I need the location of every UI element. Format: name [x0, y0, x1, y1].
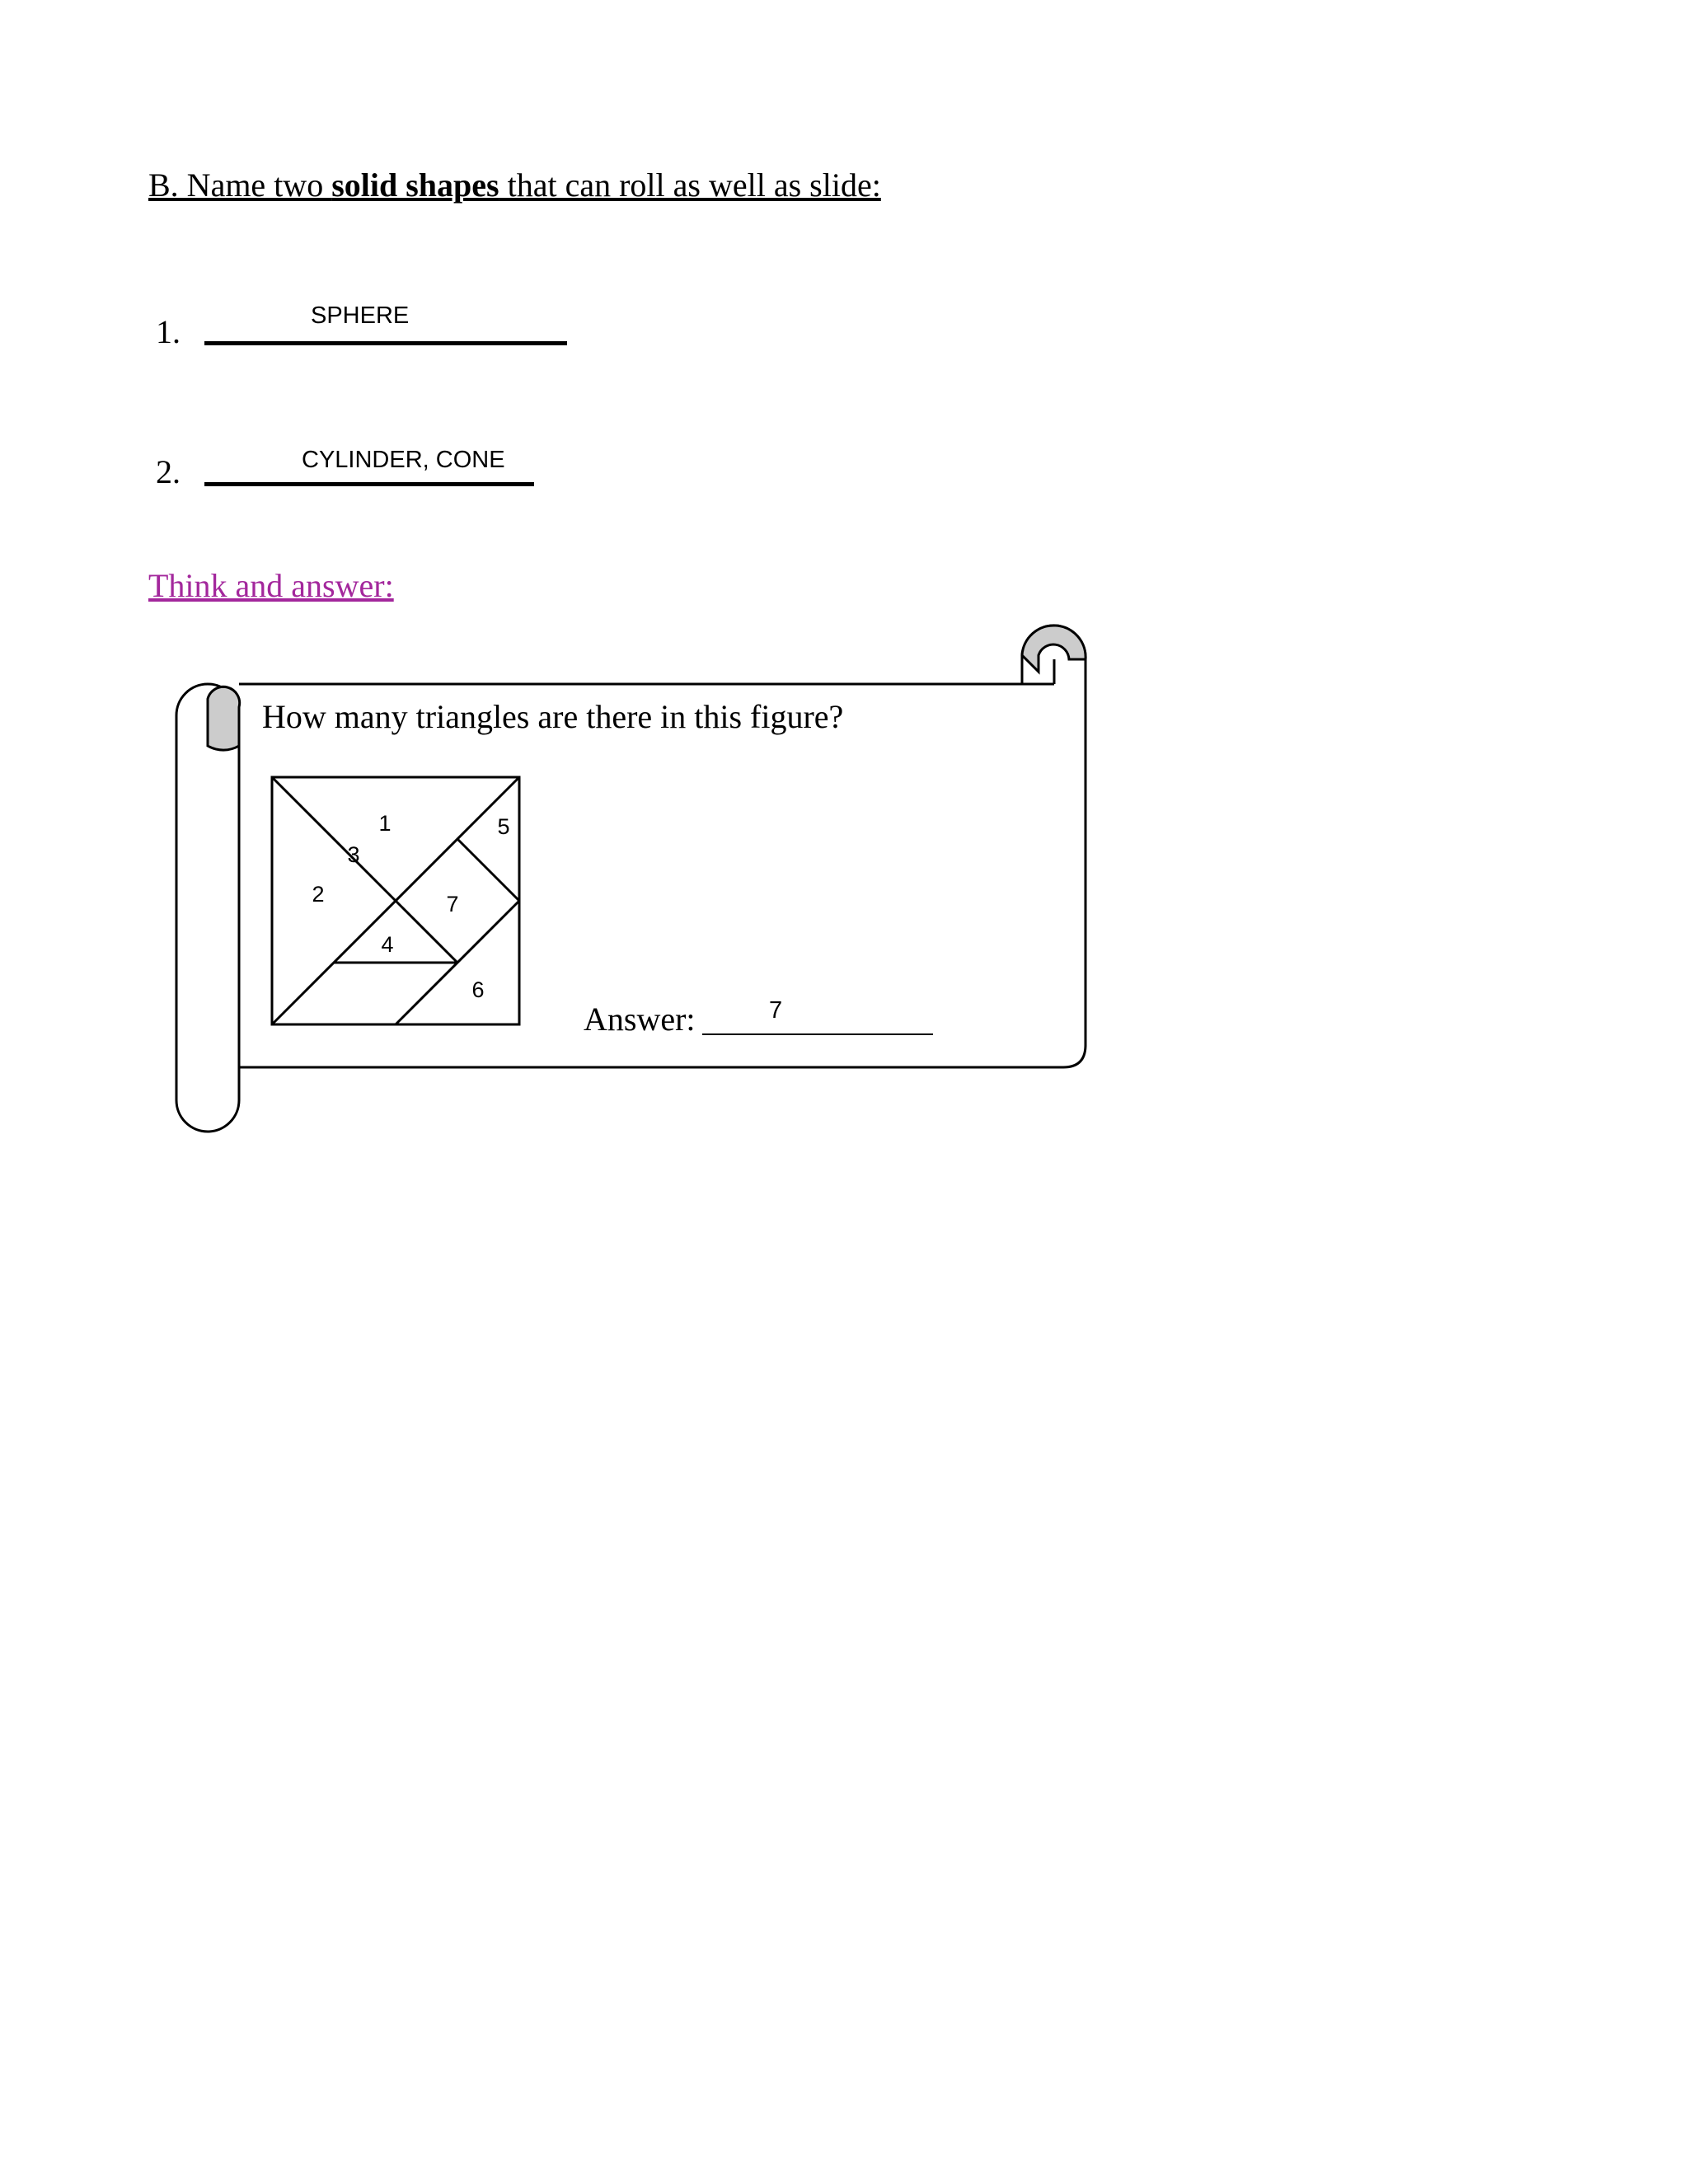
- heading-bold-term: solid shapes: [331, 166, 499, 204]
- figure-label-3: 3: [347, 842, 360, 867]
- tangram-line-square-edge-1: [457, 839, 519, 901]
- think-and-answer-title: Think and answer:: [148, 567, 394, 604]
- item-2-number: 2.: [156, 453, 181, 490]
- triangle-question: How many triangles are there in this figure?: [262, 698, 844, 735]
- figure-label-2: 2: [312, 882, 325, 907]
- figure-label-7: 7: [446, 892, 459, 916]
- figure-label-1: 1: [378, 811, 392, 836]
- item-1-number: 1.: [156, 313, 181, 350]
- item-1-answer: SPHERE: [311, 302, 410, 329]
- answer-value: 7: [769, 997, 783, 1024]
- figure-label-6: 6: [471, 977, 485, 1002]
- figure-label-5: 5: [497, 814, 510, 839]
- answer-label: Answer:: [584, 1001, 696, 1038]
- item-2-answer: CYLINDER, CONE: [302, 447, 505, 473]
- heading-suffix: that can roll as well as slide:: [499, 166, 881, 204]
- left-curl: [208, 687, 240, 750]
- heading-prefix: B. Name two: [148, 166, 332, 204]
- tangram-line-diag-a: [272, 777, 396, 901]
- figure-label-4: 4: [381, 932, 394, 957]
